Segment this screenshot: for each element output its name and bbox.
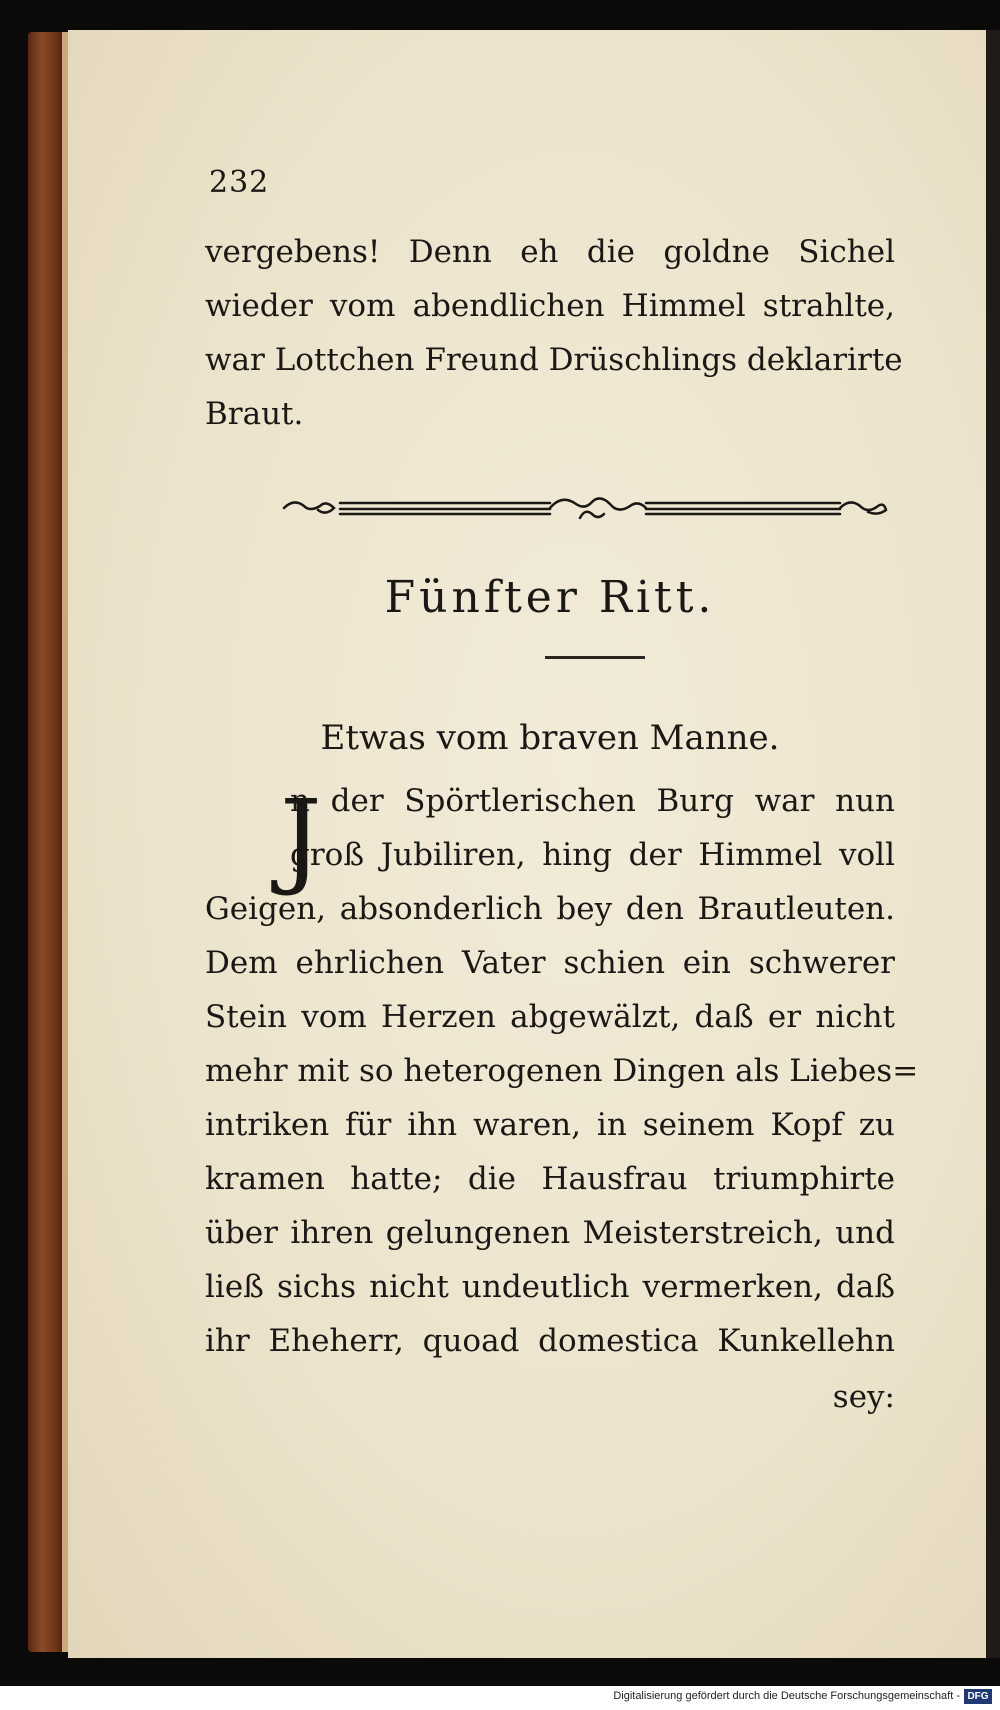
catchword: sey: [832,1379,895,1415]
digitization-credit: Digitalisierung gefördert durch die Deutsche Forschungsgemeinschaft - [613,1690,960,1702]
text-line: ließ sichs nicht undeutlich vermerken, daß [205,1269,895,1305]
text-line: mehr mit so heterogenen Dingen als Liebes= [205,1053,919,1089]
page-edge-highlight [62,32,68,1652]
page-right-rim [986,30,1000,1658]
drop-cap: J [280,777,322,899]
text-line: Stein vom Herzen abgewälzt, daß er nicht [205,999,895,1035]
text-line: n der Spörtlerischen Burg war nun [290,783,895,819]
ornamental-divider [280,488,890,528]
text-line: ihr Eheherr, quoad domestica Kunkellehn [205,1323,895,1359]
text-line: wieder vom abendlichen Himmel strahlte, [205,288,895,324]
page-number: 232 [209,165,270,200]
text-line: war Lottchen Freund Drüschlings deklarirte [205,342,903,378]
dfg-logo-icon: DFG [964,1689,992,1704]
chapter-title: Fünfter Ritt. [384,572,716,623]
text-line: kramen hatte; die Hausfrau triumphirte [205,1161,895,1197]
title-rule [545,656,645,659]
text-line: intriken für ihn waren, in seinem Kopf zu [205,1107,895,1143]
text-line: Geigen, absonderlich bey den Brautleuten. [205,891,895,927]
text-line: vergebens! Denn eh die goldne Sichel [205,234,895,270]
text-line: über ihren gelungenen Meisterstreich, und [205,1215,895,1251]
text-line: Braut. [205,396,304,432]
text-line: groß Jubiliren, hing der Himmel voll [290,837,895,873]
chapter-subtitle: Etwas vom braven Manne. [320,718,780,758]
text-line: Dem ehrlichen Vater schien ein schwerer [205,945,895,981]
